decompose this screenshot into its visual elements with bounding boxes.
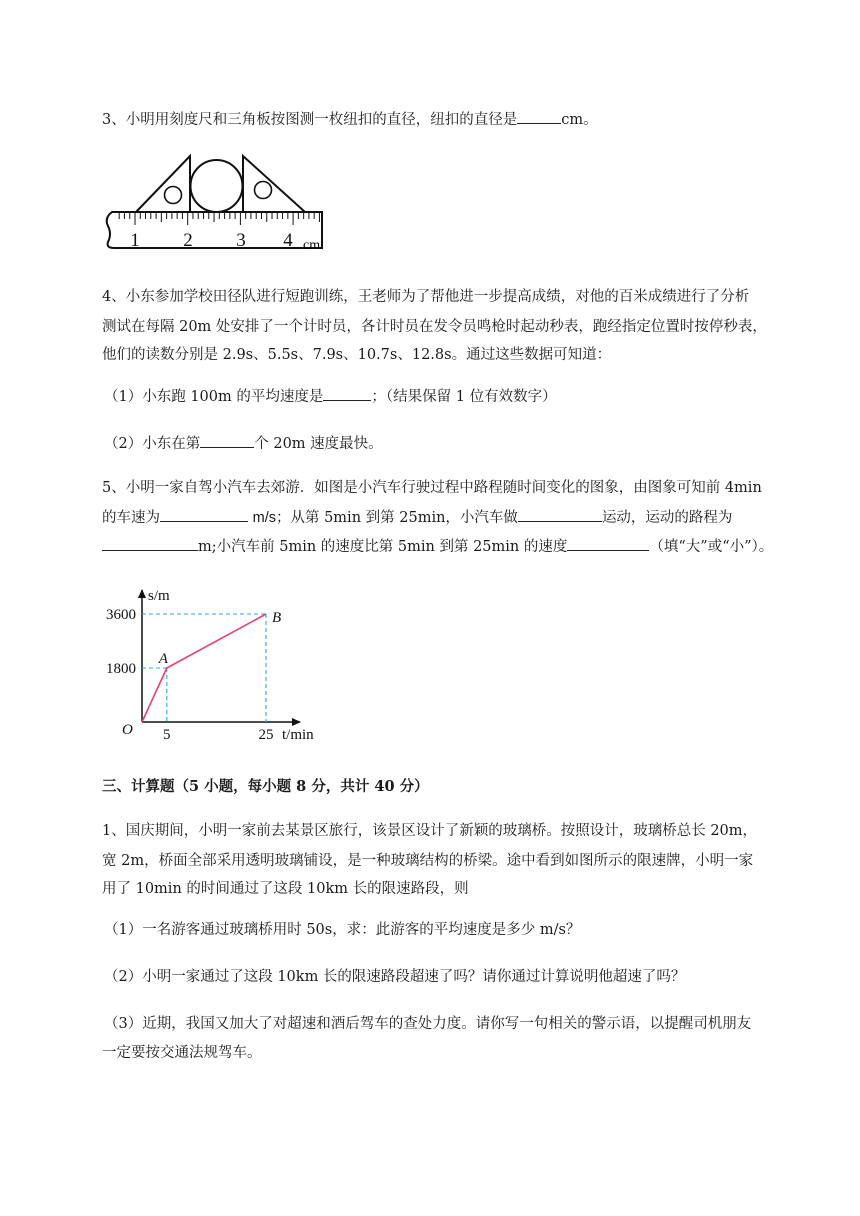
left-triangle: [136, 156, 190, 212]
answer-blank[interactable]: [567, 536, 649, 551]
point-label: B: [272, 610, 282, 626]
q5-line-3: m;小汽车前 5min 的速度比第 5min 到第 25min 的速度 （填“大”或“小”）。: [102, 536, 820, 557]
answer-blank[interactable]: [102, 536, 198, 551]
chart-guides: [142, 614, 266, 722]
answer-blank[interactable]: [323, 386, 371, 401]
st-chart: [100, 580, 340, 755]
left-triangle-hole: [165, 187, 182, 204]
x-axis-label: t/min: [282, 727, 314, 743]
series-line: [142, 614, 266, 722]
ruler-label-2: 2: [183, 230, 193, 251]
answer-blank[interactable]: [160, 507, 248, 522]
ruler-label-4: 4: [283, 230, 293, 251]
right-triangle-hole: [255, 182, 272, 199]
c1-sub-1: （1）一名游客通过玻璃桥用时 50s，求：此游客的平均速度是多少 m/s？: [104, 922, 581, 938]
y-axis-label: s/m: [148, 588, 170, 604]
q4-sub-1: （1）小东跑 100m 的平均速度是 ；（结果保留 1 位有效数字）: [104, 386, 820, 407]
q4-line-2: 测试在每隔 20m 处安排了一个计时员，各计时员在发令员鸣枪时起动秒表，跑经指定位置时按停秒表，: [102, 319, 767, 335]
origin-label: O: [122, 722, 133, 738]
q4-line-1: 4、小东参加学校田径队进行短跑训练，王老师为了帮他进一步提高成绩，对他的百米成绩进行了分析: [102, 289, 750, 305]
q5-line-1: 5、小明一家自驾小汽车去郊游．如图是小汽车行驶过程中路程随时间变化的图象，由图象可知前 4min: [102, 480, 762, 496]
q4-line-3: 他们的读数分别是 2.9s、5.5s、7.9s、10.7s、12.8s。通过这些数据可知道：: [102, 347, 612, 363]
answer-blank[interactable]: [517, 109, 561, 124]
x-tick-label: 5: [163, 727, 171, 743]
ruler-unit: cm: [303, 238, 321, 253]
q5-line-2: 的车速为 m/s；从第 5min 到第 25min，小汽车做 运动，运动的路程为: [102, 507, 820, 528]
c1-line-3: 用了 10min 的时间通过了这段 10km 长的限速路段，则: [102, 881, 469, 897]
c1-line-1: 1、国庆期间，小明一家前去某景区旅行，该景区设计了新颖的玻璃桥。按照设计，玻璃桥总长 20m，: [102, 823, 758, 839]
ruler-label-3: 3: [236, 230, 246, 251]
q4-sub-2: （2）小东在第 个 20m 速度最快。: [104, 433, 820, 454]
section-heading: 三、计算题（5 小题，每小题 8 分，共计 40 分）: [102, 778, 429, 795]
c1-line-2: 宽 2m，桥面全部采用透明玻璃铺设，是一种玻璃结构的桥梁。途中看到如图所示的限速牌，小明一家: [102, 853, 754, 869]
x-tick-label: 25: [258, 727, 274, 743]
right-triangle: [243, 156, 305, 212]
y-tick-label: 1800: [106, 661, 136, 677]
point-label: A: [158, 651, 168, 667]
chart-series: [142, 614, 266, 722]
answer-blank[interactable]: [518, 507, 602, 522]
answer-blank[interactable]: [200, 433, 254, 448]
c1-sub-3-line-2: 一定要按交通法规驾车。: [102, 1045, 262, 1061]
c1-sub-2: （2）小明一家通过了这段 10km 长的限速路段超速了吗？请你通过计算说明他超速了吗？: [104, 969, 686, 985]
button-circle: [191, 160, 243, 212]
y-tick-label: 3600: [106, 607, 136, 623]
ruler-figure: [100, 150, 360, 260]
ruler-label-1: 1: [130, 230, 140, 251]
q3-text: 3、小明用刻度尺和三角板按图测一枚纽扣的直径，纽扣的直径是 cm。: [102, 109, 820, 130]
c1-sub-3-line-1: （3）近期，我国又加大了对超速和酒后驾车的查处力度。请你写一句相关的警示语，以提醒司机朋友: [104, 1016, 752, 1032]
